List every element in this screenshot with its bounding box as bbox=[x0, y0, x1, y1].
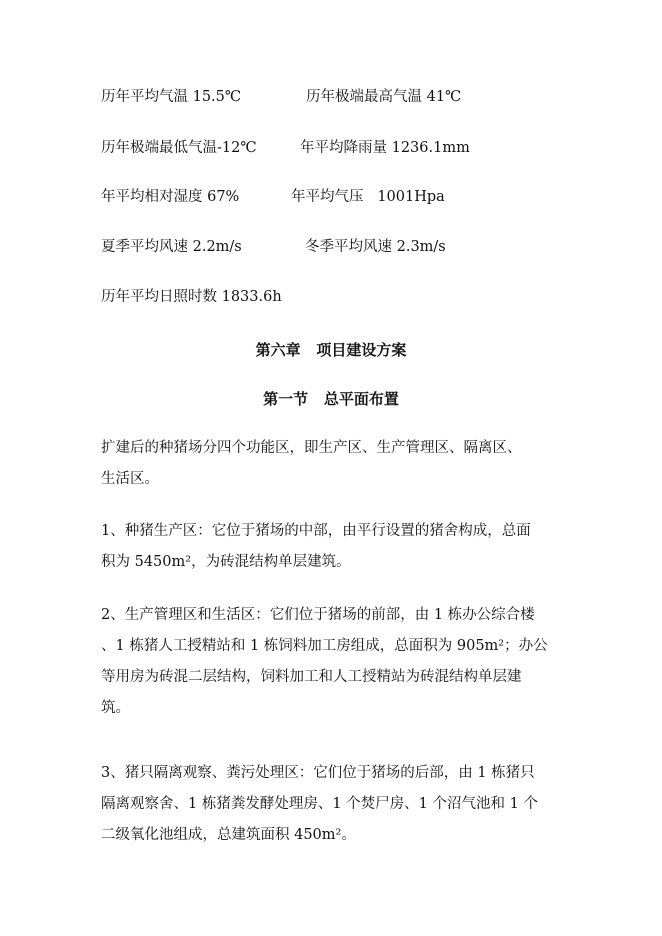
avg-pressure: 年平均气压 1001Hpa bbox=[291, 189, 445, 205]
section-title: 第一节 总平面布置 bbox=[263, 390, 399, 408]
avg-temperature: 历年平均气温 15.5℃ bbox=[101, 89, 242, 105]
intro-line: 扩建后的种猪场分四个功能区，即生产区、生产管理区、隔离区、 bbox=[101, 440, 522, 456]
avg-humidity: 年平均相对湿度 67% bbox=[101, 189, 240, 205]
item-1-line: 1、种猪生产区：它位于猪场的中部，由平行设置的猪舍构成，总面 bbox=[101, 523, 531, 539]
intro-paragraph bbox=[101, 438, 561, 489]
item-2-paragraph bbox=[101, 605, 561, 718]
item-3-line: 隔离观察舍、1 栋猪粪发酵处理房、1 个焚尸房、1 个沼气池和 1 个 bbox=[101, 796, 538, 812]
item-2-line: 等用房为砖混二层结构，饲料加工和人工授精站为砖混结构单层建 bbox=[101, 669, 522, 685]
climate-row-4 bbox=[101, 237, 446, 257]
item-2-line: 2、生产管理区和生活区：它们位于猪场的前部，由 1 栋办公综合楼 bbox=[101, 607, 535, 623]
annual-rainfall: 年平均降雨量 1236.1mm bbox=[300, 140, 470, 156]
item-1-line: 积为 5450m²，为砖混结构单层建筑。 bbox=[101, 554, 351, 570]
min-temperature: 历年极端最低气温-12℃ bbox=[101, 140, 257, 156]
item-3-paragraph bbox=[101, 763, 561, 845]
climate-row-5 bbox=[101, 287, 282, 307]
item-3-line: 3、猪只隔离观察、粪污处理区：它们位于猪场的后部，由 1 栋猪只 bbox=[101, 765, 535, 781]
max-temperature: 历年极端最高气温 41℃ bbox=[306, 89, 462, 105]
item-3-line: 二级氧化池组成，总建筑面积 450m²。 bbox=[101, 827, 356, 843]
climate-row-2 bbox=[101, 138, 470, 158]
climate-row-1 bbox=[101, 87, 462, 107]
item-1-paragraph bbox=[101, 521, 561, 572]
summer-wind-speed: 夏季平均风速 2.2m/s bbox=[101, 239, 242, 255]
climate-row-3 bbox=[101, 187, 445, 207]
winter-wind-speed: 冬季平均风速 2.3m/s bbox=[305, 239, 446, 255]
intro-line: 生活区。 bbox=[101, 471, 159, 487]
sunshine-hours: 历年平均日照时数 1833.6h bbox=[101, 289, 282, 305]
item-2-line: 、1 栋猪人工授精站和 1 栋饲料加工房组成，总面积为 905m²；办公 bbox=[101, 638, 548, 654]
chapter-title: 第六章 项目建设方案 bbox=[255, 341, 407, 359]
item-2-line: 筑。 bbox=[101, 700, 130, 716]
